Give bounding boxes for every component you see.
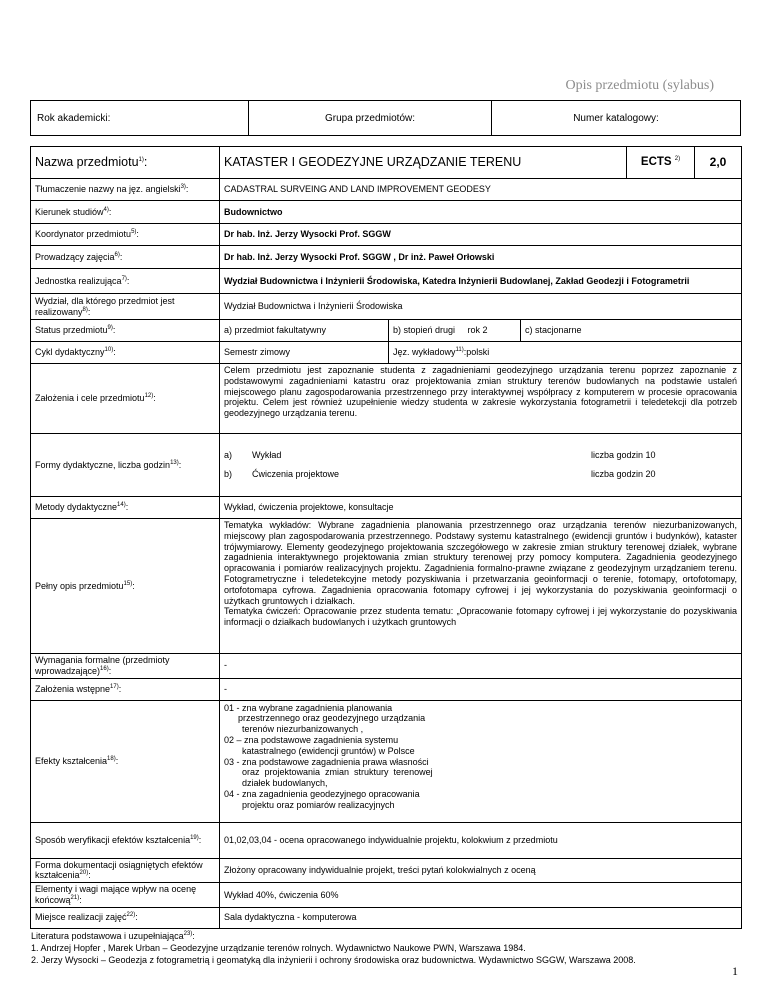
sposob-label: Sposób weryfikacji efektów kształcenia: [35, 834, 191, 845]
kierunek-label: Kierunek studiów: [35, 206, 104, 217]
wymagania-value: -: [224, 660, 227, 671]
forma-dok-label: Forma dokumentacji osiągniętych efektów kształcenia: [35, 859, 203, 881]
literature-item: 2. Jerzy Wysocki – Geodezja z fotogrametrią i geomatyką dla inżynierii i ochrony środowiska oraz budownictwa. Wydawnictwo SGGW, Warszawa 2008.: [31, 955, 636, 965]
efekty-line: katastralnego (ewidencji gruntów) w Polsce: [242, 745, 415, 756]
efekty-list: [224, 703, 464, 811]
formy-letter: b): [224, 469, 233, 479]
formy-letter: a): [224, 450, 233, 461]
row-wstepne: Założenia wstępne$^{17)}$: -: [31, 678, 742, 700]
koordynator-label: Koordynator przedmiotu: [35, 229, 132, 240]
academic-year-label: Rok akademicki:: [37, 112, 111, 124]
status-c: c) stacjonarne: [525, 325, 582, 336]
wymagania-label: Wymagania formalne (przedmioty wprowadzające): [35, 655, 170, 676]
header-table: [30, 100, 741, 136]
efekty-line: terenów niezurbanizowanych ,: [242, 724, 364, 735]
efekty-line: oraz projektowania zmian struktury terenowej: [242, 767, 433, 778]
subject-group-cell: [249, 101, 492, 136]
tlumaczenie-label: Tłumaczenie nazwy na jęz. angielski: [35, 184, 181, 195]
wstepne-label: Założenia wstępne: [35, 683, 111, 694]
pelny-p1: Tematyka wykładów: Wybrane zagadnienia planowania przestrzennego oraz urządzania terenów niezurbanizowanych, miejscowy plan zagospodarowania przestrzennego. Podstawy systemu katastralnego (ewidencji gruntów i budynków), kataster trójwymiarowy. Elementy geodezyjnego projektowania szczegółowego w zakresie zmian struktury terenowej działek, wybrane zagadnienia interaktywnego projektowania zmian struktury terenowej przy pomocy komputera. Zagadnienia geodezyjnego opracowania i pomiarów realizacyjnych projektu. Zagadnienia formalno-prawne związane z geodezyjnym urządzaniem terenu. Fotogrametryczne i teledetekcyjne metody pozyskiwania i przetwarzania geoinformacji o terenie, fotomapy, ortofotomapy, ortofotomapa cyfrowa. Zagadnienia opracowania fotomapy cyfrowej i jej wykorzystania do pozyskiwania geoinformacji o użytkach gruntowych i działkach.: [224, 520, 738, 606]
row-prowadzacy: Prowadzący zajęcia$^{6)}$: Dr hab. Inż. Jerzy Wysocki Prof. SGGW , Dr inż. Paweł Orłowski: [31, 246, 742, 269]
cykl-jezyk-label: Jęz. wykładowy: [393, 347, 456, 358]
catalog-number-cell: [492, 101, 741, 136]
elementy-value: Wykład 40%, ćwiczenia 60%: [224, 889, 339, 900]
row-wymagania: Wymagania formalne (przedmioty wprowadzające)$^{16)}$: -: [31, 654, 742, 679]
efekty-line: działek budowlanych,: [242, 778, 328, 789]
row-sposob: Sposób weryfikacji efektów kształcenia$^{19)}$: 01,02,03,04 - ocena opracowanego indywidualnie projektu, kolokwium z przedmiotu: [31, 822, 742, 858]
subject-group-label: Grupa przedmiotów:: [324, 112, 416, 124]
page-number: 1: [732, 964, 738, 978]
row-koordynator: Koordynator przedmiotu$^{5)}$: Dr hab. Inż. Jerzy Wysocki Prof. SGGW: [31, 224, 742, 246]
page-title: Opis przedmiotu (sylabus): [565, 78, 714, 93]
wstepne-value: -: [224, 683, 227, 694]
nazwa-label: Nazwa przedmiotu: [35, 155, 139, 169]
tlumaczenie-value: CADASTRAL SURVEING AND LAND IMPROVEMENT GEODESY: [224, 184, 491, 195]
jednostka-label: Jednostka realizująca: [35, 275, 122, 286]
row-tlumaczenie: Tłumaczenie nazwy na jęz. angielski$^{3)}$: CADASTRAL SURVEING AND LAND IMPROVEMENT GEODESY: [31, 179, 742, 201]
formy-label: Formy dydaktyczne, liczba godzin: [35, 459, 171, 470]
row-metody: Metody dydaktyczne$^{14)}$: Wykład, ćwiczenia projektowe, konsultacje: [31, 497, 742, 519]
efekty-label: Efekty kształcenia: [35, 755, 108, 766]
literature-label: Literatura podstawowa i uzupełniająca: [31, 931, 184, 941]
forma-dok-value: Złożony opracowany indywidualnie projekt, treści pytań kolokwialnych z oceną: [224, 864, 536, 875]
formy-hours: liczba godzin 10: [591, 450, 656, 461]
row-elementy: Elementy i wagi mające wpływ na ocenę końcową$^{21)}$: Wykład 40%, ćwiczenia 60%: [31, 883, 742, 908]
literature-item: 1. Andrzej Hopfer , Marek Urban – Geodezyjne urządzanie terenów rolnych. Wydawnictwo Naukowe PWN, Warszawa 1984.: [31, 943, 526, 953]
formy-row: [220, 465, 741, 484]
nazwa-value: KATASTER I GEODEZYJNE URZĄDZANIE TERENU: [224, 155, 522, 169]
efekty-line: przestrzennego oraz geodezyjnego urządzania: [238, 713, 426, 724]
wydzial-label: Wydział, dla którego przedmiot jest realizowany: [35, 295, 175, 317]
row-efekty: Efekty kształcenia$^{18)}$: 01 - zna wybrane zagadnienia planowania przestrzennego oraz geodezyjnego urządzania terenów niezurbanizowanych , 02 – zna podstawowe zagadnienia systemu katastralnego (ewidencji gruntów) w Polsce 03 - zna podstawowe zagadnienia prawa własności oraz projektowania zmian struktury terenowej działek budowlanych, 04 - zna zagadnienia geodezyjnego opracowania projektu oraz pomiarów realizacyjnych: [31, 700, 742, 822]
ects-value: 2,0: [709, 155, 727, 170]
formy-row: [220, 446, 741, 465]
row-zalozenia: Założenia i cele przedmiotu$^{12)}$: Celem przedmiotu jest zapoznanie studenta z zagadnieniami geodezyjnego urządzania terenu poprzez zapoznanie z podstawowymi zagadnieniami katastru oraz projektowania zmian struktury terenów budowlanych na podstawie ustaleń miejscowego planu zagospodarowania przestrzennego przy interaktywnej współpracy z komputerem w procesie opracowania projektu. Celem jest również uzupełnienie wiedzy studenta w zakresie wykorzystania fotogrametrii i teledetekcji dla potrzeb geodezyjnego urządzania terenu.: [31, 364, 742, 434]
zalozenia-value: Celem przedmiotu jest zapoznanie studenta z zagadnieniami geodezyjnego urządzania terenu poprzez zapoznanie z podstawowymi zagadnieniami katastru oraz projektowania zmian struktury terenów budowlanych na podstawie ustaleń miejscowego planu zagospodarowania przestrzennego przy interaktywnej współpracy z komputerem w procesie opracowania projektu. Celem jest również uzupełnienie wiedzy studenta w zakresie wykorzystania fotogrametrii i teledetekcji dla potrzeb geodezyjnego urządzania terenu.: [224, 365, 738, 419]
row-formy: Formy dydaktyczne, liczba godzin$^{13)}$: a) Wykład liczba godzin 10 b) Ćwiczenia projektowe liczba godzin 20: [31, 434, 742, 497]
wydzial-value: Wydział Budownictwa i Inżynierii Środowiska: [224, 301, 403, 312]
cykl-jezyk-value: :polski: [463, 347, 490, 358]
miejsce-value: Sala dydaktyczna - komputerowa: [224, 912, 357, 923]
sposob-value: 01,02,03,04 - ocena opracowanego indywidualnie projektu, kolokwium z przedmiotu: [224, 834, 558, 845]
elementy-label: Elementy i wagi mające wpływ na ocenę końcową: [35, 884, 197, 905]
catalog-number-label: Numer katalogowy:: [573, 112, 659, 124]
zalozenia-label: Założenia i cele przedmiotu: [35, 393, 145, 404]
cykl-label: Cykl dydaktyczny: [35, 347, 105, 358]
formy-name: Wykład: [252, 450, 282, 461]
pelny-label: Pełny opis przedmiotu: [35, 580, 124, 591]
row-jednostka: Jednostka realizująca$^{7)}$: Wydział Budownictwa i Inżynierii Środowiska, Katedra Inżynierii Budowlanej, Zakład Geodezji i Fotogrametrii: [31, 269, 742, 294]
row-forma-dok: Forma dokumentacji osiągniętych efektów kształcenia$^{20)}$: Złożony opracowany indywidualnie projekt, treści pytań kolokwialnych z oceną: [31, 858, 742, 883]
miejsce-label: Miejsce realizacji zajęć: [35, 912, 127, 923]
efekty-line: 02 – zna podstawowe zagadnienia systemu: [224, 734, 399, 745]
formy-inner-table: [220, 446, 741, 484]
metody-label: Metody dydaktyczne: [35, 502, 118, 513]
row-miejsce: Miejsce realizacji zajęć$^{22)}$: Sala dydaktyczna - komputerowa: [31, 907, 742, 928]
academic-year-cell: [31, 101, 249, 136]
prowadzacy-value: Dr hab. Inż. Jerzy Wysocki Prof. SGGW , Dr inż. Paweł Orłowski: [224, 251, 495, 262]
row-cykl: Cykl dydaktyczny$^{10)}$: Semestr zimowy Jęz. wykładowy$^{11)}$:polski: [31, 342, 742, 364]
cykl-semestr: Semestr zimowy: [224, 347, 291, 358]
kierunek-value: Budownictwo: [224, 206, 283, 217]
status-label: Status przedmiotu: [35, 325, 108, 336]
efekty-line: 03 - zna podstawowe zagadnienia prawa własności: [224, 756, 429, 767]
prowadzacy-label: Prowadzący zajęcia: [35, 251, 115, 262]
formy-name: Ćwiczenia projektowe: [252, 469, 340, 479]
metody-value: Wykład, ćwiczenia projektowe, konsultacje: [224, 502, 394, 513]
row-nazwa: Nazwa przedmiotu$^{1)}$: KATASTER I GEODEZYJNE URZĄDZANIE TERENU ECTS $^{2)}$ 2,0: [31, 147, 742, 179]
row-status: Status przedmiotu$^{9)}$: a) przedmiot fakultatywny b) stopień drugi rok 2 c) stacjonarne: [31, 320, 742, 342]
efekty-line: projektu oraz pomiarów realizacyjnych: [242, 799, 395, 810]
status-a: a) przedmiot fakultatywny: [224, 325, 327, 336]
efekty-line: 04 - zna zagadnienia geodezyjnego opracowania: [224, 788, 420, 799]
ects-label: ECTS: [640, 155, 672, 168]
row-wydzial: Wydział, dla którego przedmiot jest realizowany$^{8)}$: Wydział Budownictwa i Inżynierii Środowiska: [31, 294, 742, 320]
literature-section: Literatura podstawowa i uzupełniająca$^{23)}$: 1. Andrzej Hopfer , Marek Urban – Geodezyjne urządzanie terenów rolnych. Wydawnictwo Naukowe PWN, Warszawa 1984. 2. Jerzy Wysocki – Geodezja z fotogrametrią i geomatyką dla inżynierii i ochrony środowiska oraz budownictwa. Wydawnictwo SGGW, Warszawa 2008.: [31, 930, 743, 966]
status-b: b) stopień drugi rok 2: [393, 325, 488, 336]
koordynator-value: Dr hab. Inż. Jerzy Wysocki Prof. SGGW: [224, 229, 391, 240]
pelny-p2: Tematyka ćwiczeń: Opracowanie przez studenta tematu: „Opracowanie fotomapy cyfrowej i jej wykorzystanie do pozyskiwania informacji o działkach budowlanych i użytkach gruntowych: [224, 606, 738, 628]
syllabus-table: [30, 146, 742, 929]
efekty-line: 01 - zna wybrane zagadnienia planowania: [224, 702, 393, 713]
jednostka-value: Wydział Budownictwa i Inżynierii Środowiska, Katedra Inżynierii Budowlanej, Zakład Geodezji i Fotogrametrii: [224, 275, 690, 286]
formy-hours: liczba godzin 20: [591, 469, 656, 479]
row-kierunek: Kierunek studiów$^{4)}$: Budownictwo: [31, 201, 742, 224]
ects-cell: ECTS $^{2)}$ 2,0: [627, 147, 742, 179]
row-pelny: Pełny opis przedmiotu$^{15)}$: Tematyka wykładów: Wybrane zagadnienia planowania przestrzennego oraz urządzania terenów niezurbanizowanych, miejscowy plan zagospodarowania przestrzennego. Podstawy systemu katastralnego (ewidencji gruntów i budynków), kataster trójwymiarowy. Elementy geodezyjnego projektowania szczegółowego w zakresie zmian struktury terenowej działek, wybrane zagadnienia interaktywnego projektowania zmian struktury terenowej przy pomocy komputera. Zagadnienia geodezyjnego opracowania i pomiarów realizacyjnych projektu. Zagadnienia formalno-prawne związane z geodezyjnym urządzaniem terenu. Fotogrametryczne i teledetekcyjne metody pozyskiwania i przetwarzania geoinformacji o terenie, fotomapy, ortofotomapy, ortofotomapa cyfrowa. Zagadnienia opracowania fotomapy cyfrowej i jej wykorzystania do pozyskiwania geoinformacji o użytkach gruntowych i działkach. Tematyka ćwiczeń: Opracowanie przez studenta tematu: „Opracowanie fotomapy cyfrowej i jej wykorzystanie do pozyskiwania informacji o działkach budowlanych i użytkach gruntowych: [31, 519, 742, 654]
